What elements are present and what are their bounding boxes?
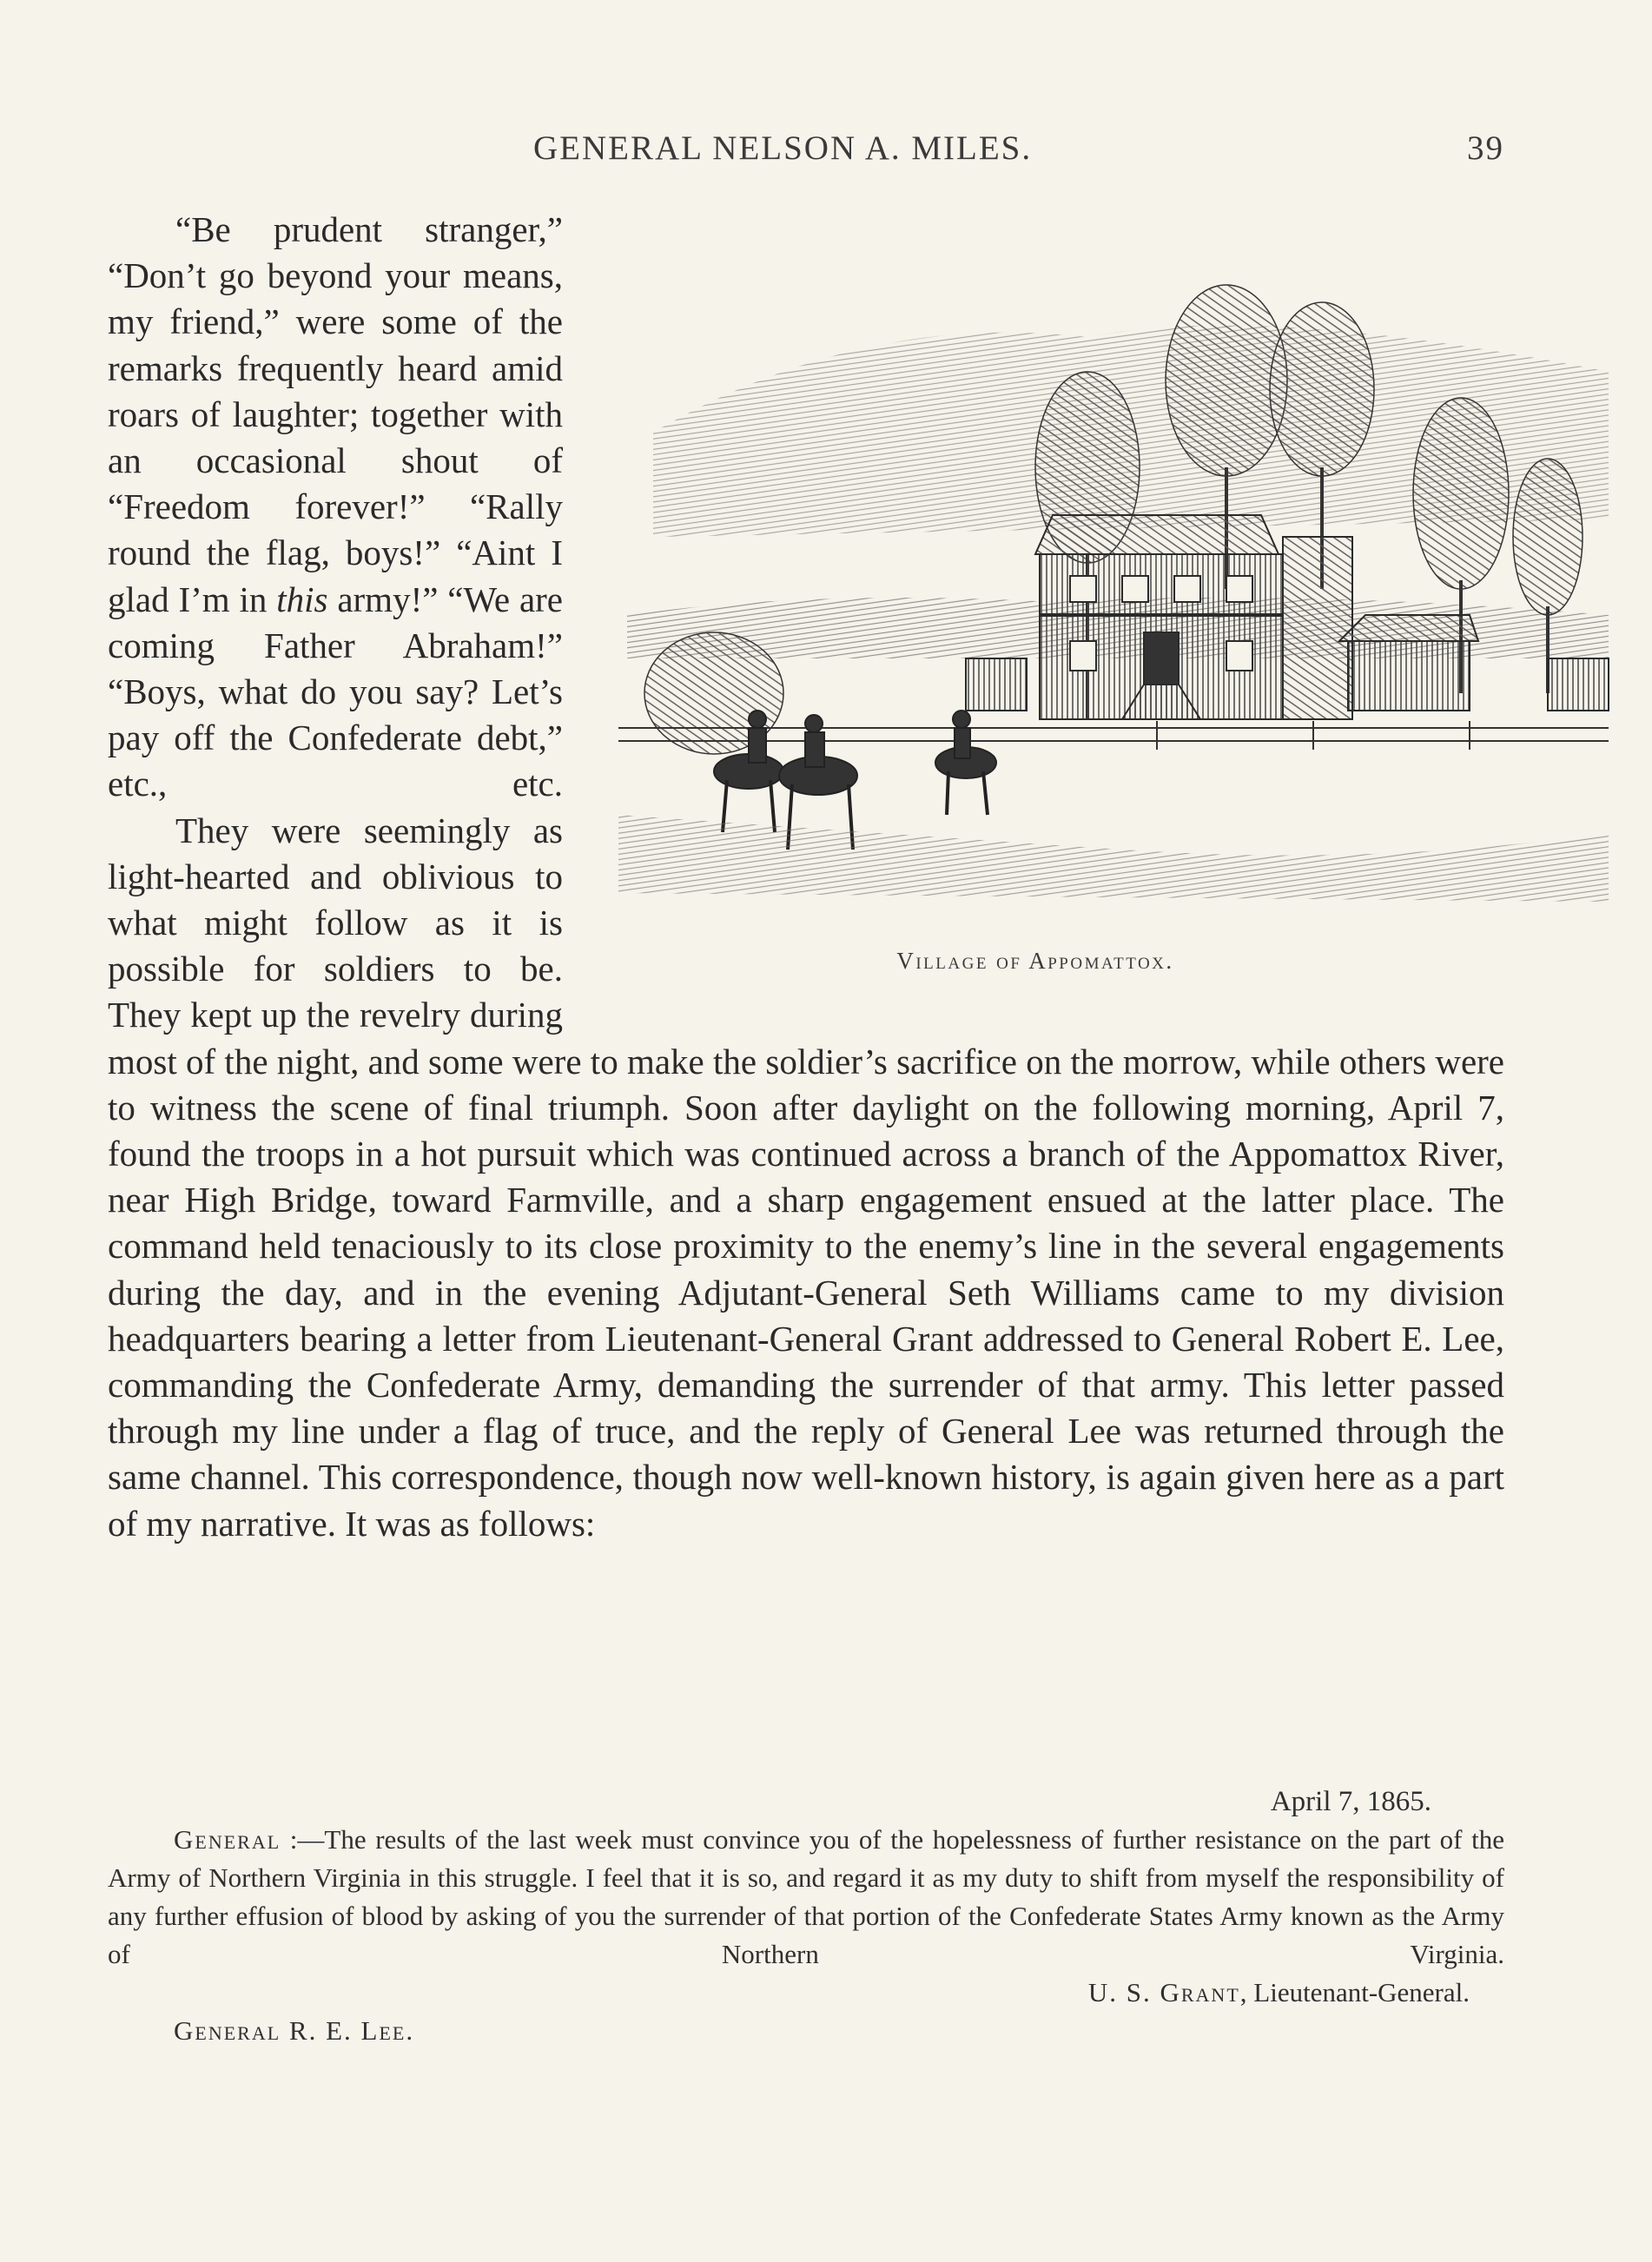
running-head (108, 129, 1504, 167)
paragraph-1: “Be prudent stranger,” “Don’t go beyond your means, my friend,” were some of the remarks frequently heard amid roars of laughter; together with an occasional shout of “Freedom forever!” “Rally round the flag, boys!” “Aint I glad I’m in this army!” “We are coming Father Abraham!” “Boys, what do you say? Let’s pay off the Confederate debt,” etc., etc. (108, 209, 563, 804)
paragraph-2: They were seemingly as light-hearted and oblivious to what might follow as it is possible for soldiers to be. They kept up the revelry during most of the night, and some were to make the soldier’s sacrifice on the morrow, while others were to witness the scene of final triumph. Soon after daylight on the following morning, April 7, found the troops in a hot pursuit which was continued across a branch of the Appomattox River, near High Bridge, toward Farmville, and a sharp engagement ensued at the latter place. The command held tenaciously to its close proximity to the enemy’s line in the several engagements during the day, and in the evening Adjutant-General Seth Williams came to my division headquarters bearing a letter from Lieutenant-General Grant addressed to General Robert E. Lee, commanding the Confederate Army, demanding the surrender of that army. This letter passed through my line under a flag of truce, and the reply of General Lee was returned through the same channel. This correspondence, though now well-known history, is again given here as a part of my narrative. It was as follows: (108, 810, 1504, 1544)
letter-body: General :—The results of the last week must convince you of the hopelessness of further resistance on the part of the Army of Northern Virginia in this struggle. I feel that it is so, and regard it as my duty to shift from myself the responsibility of any further effusion of blood by asking of you the surrender of that portion of the Confederate States Army known as the Army of Northern Virginia. (108, 1824, 1504, 1969)
illustration-figure (601, 207, 1617, 997)
letter-date: April 7, 1865. (1270, 1786, 1431, 1817)
running-title: GENERAL NELSON A. MILES. (533, 129, 1033, 167)
italic-emphasis: this (276, 579, 328, 619)
grant-letter (108, 1782, 1504, 2050)
figure-caption: Village of Appomattox. (896, 948, 1174, 974)
body-text (108, 207, 1504, 1547)
appomattox-engraving (601, 207, 1617, 936)
letter-addressee: General R. E. Lee. (174, 2015, 415, 2046)
signature-line (108, 1974, 1504, 2012)
letter-signature: U. S. Grant, Lieutenant-General. (1087, 1977, 1470, 2007)
letter-salutation: General (174, 1824, 281, 1855)
page-number: 39 (1467, 129, 1504, 167)
